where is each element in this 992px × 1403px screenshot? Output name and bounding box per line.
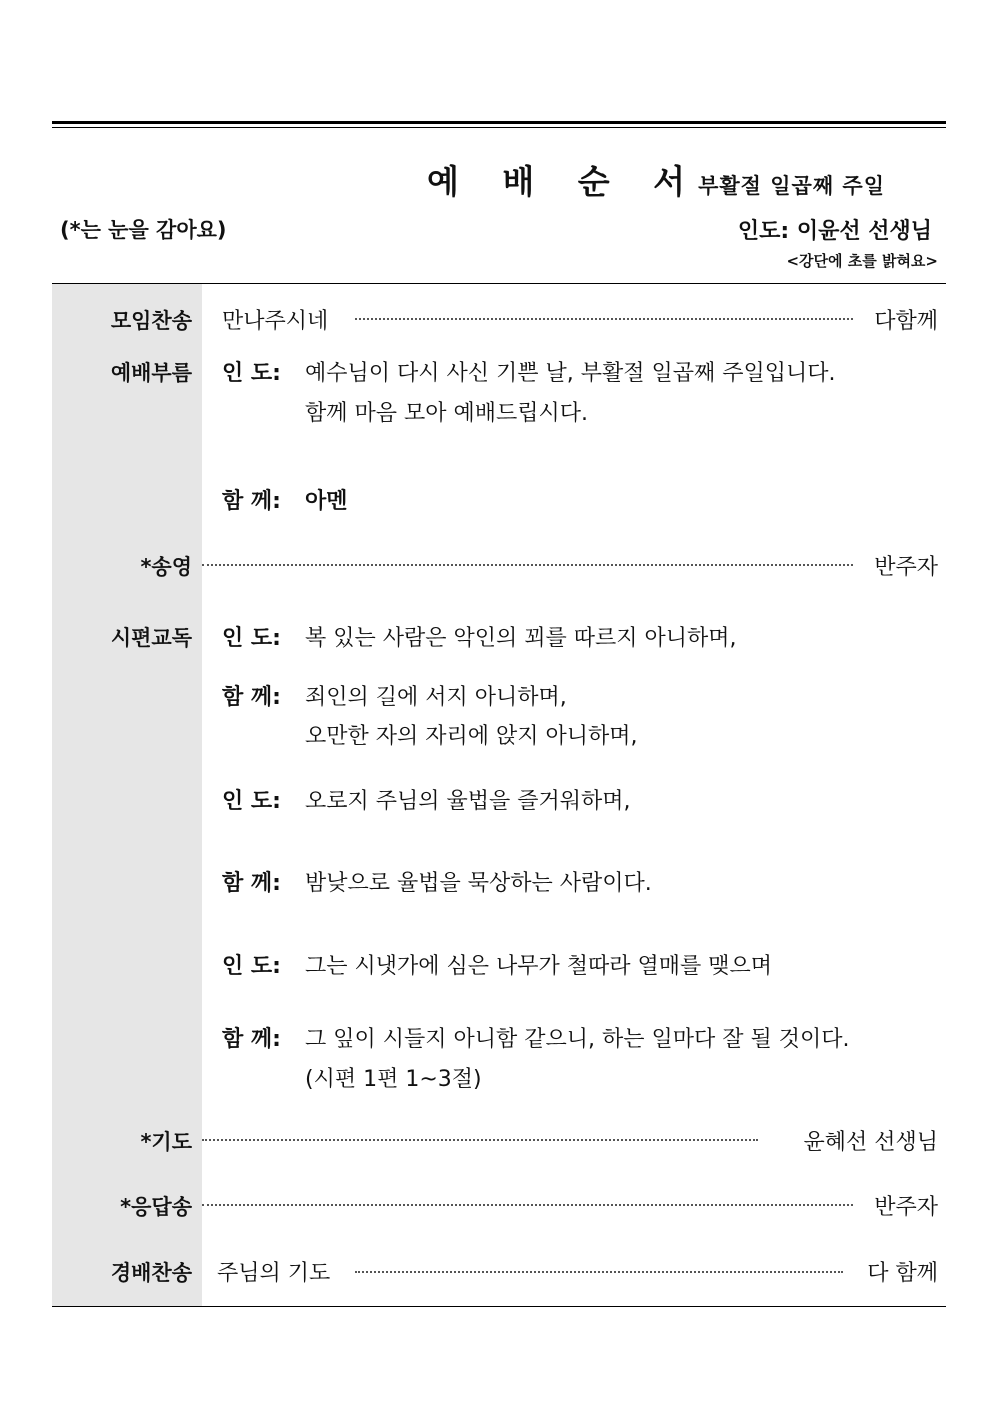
- closing-hymn-label: 경배찬송: [110, 1261, 192, 1285]
- psalm-role-6: 인 도:: [222, 954, 281, 979]
- psalm-line-2: 죄인의 길에 서지 아니하며,: [305, 685, 567, 710]
- psalm-line-3: 오만한 자의 자리에 앉지 아니하며,: [305, 724, 638, 749]
- doxology-leader-dots: [202, 564, 853, 566]
- page-subtitle: 부활절 일곱째 주일: [698, 174, 885, 198]
- closing-hymn-by: 다 함께: [867, 1261, 938, 1286]
- call-role-leader: 인 도:: [222, 361, 281, 386]
- call-to-worship-label: 예배부름: [110, 361, 192, 385]
- prayer-by: 윤혜선 선생님: [803, 1130, 938, 1155]
- header-title-block: [427, 156, 885, 203]
- gathering-hymn-label: 모임찬송: [110, 309, 192, 333]
- doxology-label: *송영: [140, 555, 192, 579]
- gathering-hymn-title: 만나주시네: [222, 309, 329, 334]
- response-song-by: 반주자: [874, 1195, 938, 1220]
- prayer-leader-dots: [202, 1139, 758, 1141]
- candle-note: <강단에 초를 밝혀요>: [786, 252, 938, 270]
- psalm-role-2: 함 께:: [222, 685, 281, 710]
- gathering-hymn-leader-dots: [355, 318, 853, 320]
- call-role-all: 함 께:: [222, 489, 281, 514]
- psalm-line-6: 그는 시냇가에 심은 나무가 철따라 열매를 맺으며: [305, 954, 773, 979]
- psalm-reference: (시편 1편 1~3절): [305, 1067, 482, 1092]
- psalm-role-4: 인 도:: [222, 789, 281, 814]
- order-bottom-rule: [52, 1306, 946, 1307]
- psalm-role-5: 함 께:: [222, 871, 281, 896]
- eyes-closed-note: (*는 눈을 감아요): [60, 218, 227, 242]
- closing-hymn-title: 주님의 기도: [217, 1261, 331, 1286]
- call-response-amen: 아멘: [305, 489, 348, 514]
- gathering-hymn-by: 다함께: [874, 309, 938, 334]
- doxology-by: 반주자: [874, 555, 938, 580]
- closing-hymn-leader-dots: [355, 1271, 843, 1273]
- psalm-line-5: 밤낮으로 율법을 묵상하는 사람이다.: [305, 871, 652, 896]
- psalm-reading-label: 시편교독: [110, 626, 192, 650]
- psalm-line-1: 복 있는 사람은 악인의 꾀를 따르지 아니하며,: [305, 626, 737, 651]
- top-double-rule-thin: [52, 127, 946, 128]
- page-title: 예 배 순 서: [427, 162, 701, 201]
- worship-leader: 인도: 이윤선 선생님: [737, 219, 932, 244]
- response-song-label: *응답송: [120, 1195, 192, 1219]
- response-song-leader-dots: [202, 1204, 853, 1206]
- top-double-rule-thick: [52, 121, 946, 124]
- psalm-role-7: 함 께:: [222, 1027, 281, 1052]
- prayer-label: *기도: [140, 1130, 192, 1154]
- call-line-1: 예수님이 다시 사신 기쁜 날, 부활절 일곱째 주일입니다.: [305, 361, 836, 386]
- call-line-2: 함께 마음 모아 예배드립시다.: [305, 401, 588, 426]
- psalm-role-1: 인 도:: [222, 626, 281, 651]
- psalm-line-7: 그 잎이 시들지 아니함 같으니, 하는 일마다 잘 될 것이다.: [305, 1027, 850, 1052]
- psalm-line-4: 오로지 주님의 율법을 즐거워하며,: [305, 789, 631, 814]
